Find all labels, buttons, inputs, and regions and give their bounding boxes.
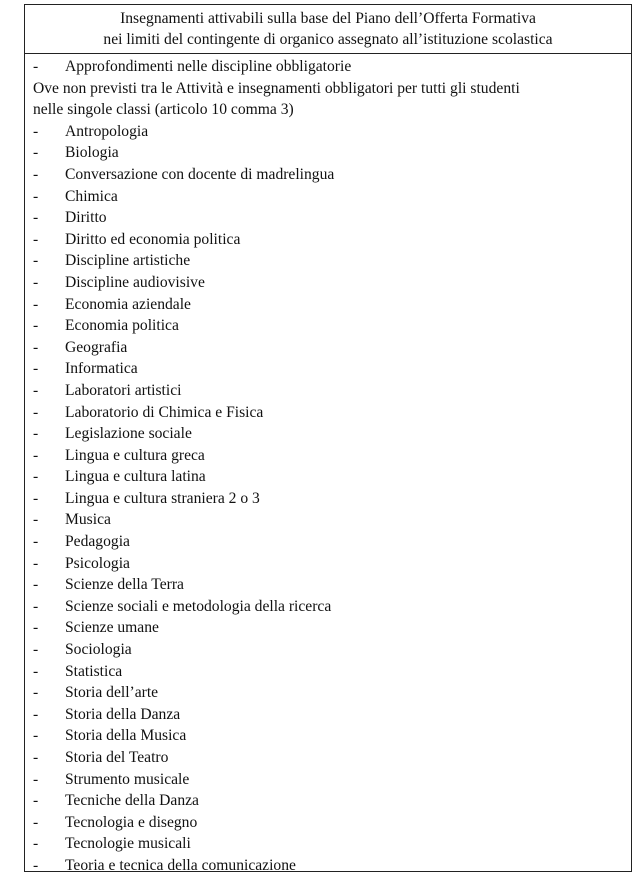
list-dash: - bbox=[33, 856, 39, 874]
list-dash: - bbox=[33, 165, 39, 183]
list-dash: - bbox=[33, 770, 39, 788]
list-item-text: Scienze umane bbox=[65, 619, 159, 637]
list-item-text: Laboratorio di Chimica e Fisica bbox=[65, 403, 264, 421]
list-item bbox=[33, 553, 631, 575]
list-item-text: Storia della Musica bbox=[65, 727, 187, 745]
list-dash: - bbox=[33, 295, 39, 313]
list-item bbox=[33, 769, 631, 791]
list-item-approfondimenti bbox=[33, 56, 631, 78]
subjects-table bbox=[24, 4, 632, 872]
list-item-text: Storia dell’arte bbox=[65, 684, 159, 702]
list-item-text: Legislazione sociale bbox=[65, 425, 192, 443]
list-item-text: Statistica bbox=[65, 662, 123, 680]
list-item bbox=[33, 445, 631, 467]
list-dash: - bbox=[33, 58, 39, 75]
list-item-text: Scienze della Terra bbox=[65, 576, 184, 594]
list-dash: - bbox=[33, 252, 39, 270]
subject-list bbox=[33, 121, 631, 877]
list-item-text: Teoria e tecnica della comunicazione bbox=[65, 856, 296, 874]
list-item-text: Tecniche della Danza bbox=[65, 792, 199, 810]
list-item bbox=[33, 186, 631, 208]
list-dash: - bbox=[33, 597, 39, 615]
list-item-text: Informatica bbox=[65, 360, 138, 378]
list-item bbox=[33, 380, 631, 402]
list-dash: - bbox=[33, 144, 39, 162]
list-item bbox=[33, 466, 631, 488]
list-item-text: Sociologia bbox=[65, 641, 132, 659]
list-dash: - bbox=[33, 684, 39, 702]
list-item bbox=[33, 488, 631, 510]
list-item bbox=[33, 337, 631, 359]
list-dash: - bbox=[33, 554, 39, 572]
header-line-2: nei limiti del contingente di organico assegnato all’istituzione scolastica bbox=[103, 31, 553, 48]
list-item-text: Pedagogia bbox=[65, 533, 130, 551]
list-item-text: Discipline artistiche bbox=[65, 252, 191, 270]
list-item bbox=[33, 682, 631, 704]
list-item bbox=[33, 531, 631, 553]
list-item-text: Psicologia bbox=[65, 554, 130, 572]
note-line-1: Ove non previsti tra le Attività e insegnamenti obbligatori per tutti gli studenti bbox=[33, 79, 520, 97]
list-item bbox=[33, 833, 631, 855]
list-item-text: Tecnologie musicali bbox=[65, 835, 191, 853]
list-dash: - bbox=[33, 662, 39, 680]
list-item bbox=[33, 855, 631, 877]
list-dash: - bbox=[33, 619, 39, 637]
list-item-text: Discipline audiovisive bbox=[65, 273, 205, 291]
list-dash: - bbox=[33, 425, 39, 443]
list-dash: - bbox=[33, 705, 39, 723]
list-item bbox=[33, 574, 631, 596]
list-item-text: Diritto ed economia politica bbox=[65, 230, 241, 248]
list-item-text: Lingua e cultura straniera 2 o 3 bbox=[65, 489, 260, 507]
list-item bbox=[33, 661, 631, 683]
list-item bbox=[33, 596, 631, 618]
list-item bbox=[33, 812, 631, 834]
list-item bbox=[33, 207, 631, 229]
list-item bbox=[33, 121, 631, 143]
list-dash: - bbox=[33, 360, 39, 378]
list-dash: - bbox=[33, 813, 39, 831]
list-item-text: Lingua e cultura greca bbox=[65, 446, 205, 464]
list-item bbox=[33, 272, 631, 294]
list-item bbox=[33, 790, 631, 812]
list-item-text: Economia aziendale bbox=[65, 295, 191, 313]
list-item-text: Lingua e cultura latina bbox=[65, 468, 206, 486]
list-dash: - bbox=[33, 792, 39, 810]
list-item-text: Storia della Danza bbox=[65, 705, 181, 723]
list-item-text: Economia politica bbox=[65, 317, 179, 335]
list-item-text: Scienze sociali e metodologia della ricerca bbox=[65, 597, 332, 615]
list-item-text: Strumento musicale bbox=[65, 770, 190, 788]
list-item bbox=[33, 250, 631, 272]
list-item-text: Diritto bbox=[65, 209, 107, 227]
list-dash: - bbox=[33, 381, 39, 399]
list-item bbox=[33, 294, 631, 316]
table-body bbox=[25, 54, 631, 877]
list-dash: - bbox=[33, 727, 39, 745]
list-item-text: Storia del Teatro bbox=[65, 749, 169, 766]
list-item-text: Geografia bbox=[65, 338, 128, 356]
list-dash: - bbox=[33, 122, 39, 140]
list-item bbox=[33, 164, 631, 186]
list-item-text: Approfondimenti nelle discipline obbligatorie bbox=[65, 58, 352, 75]
list-item bbox=[33, 639, 631, 661]
list-item bbox=[33, 229, 631, 251]
list-item bbox=[33, 704, 631, 726]
list-item-text: Laboratori artistici bbox=[65, 381, 182, 399]
list-item bbox=[33, 509, 631, 531]
list-dash: - bbox=[33, 338, 39, 356]
list-dash: - bbox=[33, 576, 39, 594]
list-dash: - bbox=[33, 187, 39, 205]
list-item-text: Chimica bbox=[65, 187, 118, 205]
header-line-1: Insegnamenti attivabili sulla base del Piano dell’Offerta Formativa bbox=[120, 10, 536, 27]
list-item-text: Conversazione con docente di madrelingua bbox=[65, 165, 335, 183]
list-dash: - bbox=[33, 468, 39, 486]
list-dash: - bbox=[33, 533, 39, 551]
list-dash: - bbox=[33, 209, 39, 227]
list-item-text: Biologia bbox=[65, 144, 119, 162]
list-dash: - bbox=[33, 749, 39, 766]
list-dash: - bbox=[33, 230, 39, 248]
list-item-text: Musica bbox=[65, 511, 111, 529]
list-dash: - bbox=[33, 317, 39, 335]
note-line-2: nelle singole classi (articolo 10 comma 3) bbox=[33, 101, 294, 119]
list-dash: - bbox=[33, 489, 39, 507]
list-dash: - bbox=[33, 511, 39, 529]
list-item bbox=[33, 423, 631, 445]
list-dash: - bbox=[33, 273, 39, 291]
list-item-text: Tecnologia e disegno bbox=[65, 813, 198, 831]
list-item bbox=[33, 617, 631, 639]
list-item bbox=[33, 402, 631, 424]
table-header bbox=[25, 5, 631, 54]
list-dash: - bbox=[33, 403, 39, 421]
list-item-text: Antropologia bbox=[65, 122, 149, 140]
list-dash: - bbox=[33, 641, 39, 659]
list-item bbox=[33, 315, 631, 337]
list-dash: - bbox=[33, 835, 39, 853]
list-dash: - bbox=[33, 446, 39, 464]
list-item bbox=[33, 358, 631, 380]
list-item bbox=[33, 725, 631, 747]
list-item bbox=[33, 142, 631, 164]
list-item bbox=[33, 747, 631, 769]
